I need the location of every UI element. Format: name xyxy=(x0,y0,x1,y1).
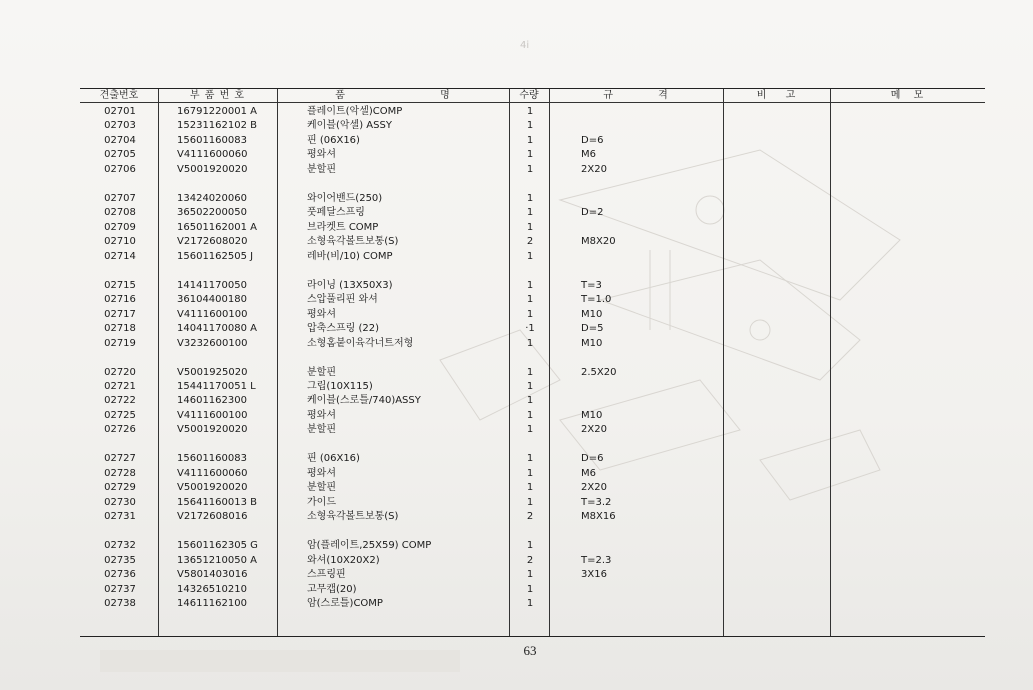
cell-part-name: 분할핀 xyxy=(307,424,336,436)
cell-qty: 1 xyxy=(526,569,534,581)
cell-qty: 1 xyxy=(526,106,534,117)
cell-part-name: 풋페달스프링 xyxy=(307,207,365,219)
cell-spec: M6 xyxy=(581,467,596,479)
cell-ref-no: 02704 xyxy=(104,134,136,146)
cell-qty: 1 xyxy=(526,366,534,378)
cell-part-no: V4111600060 xyxy=(177,467,248,479)
cell-part-name: 분할핀 xyxy=(307,163,336,175)
cell-part-name: 브라켓트 COMP xyxy=(307,221,379,233)
cell-spec: T=3 xyxy=(581,279,602,291)
cell-qty: 1 xyxy=(526,381,534,392)
cell-ref-no: 02708 xyxy=(104,207,136,219)
cell-ref-no: 02721 xyxy=(104,381,136,392)
cell-ref-no: 02730 xyxy=(104,496,136,508)
cell-ref-no: 02735 xyxy=(104,554,136,566)
cell-part-name: 소형홈붙이육각너트저형 xyxy=(307,337,414,349)
cell-part-no: V5001920020 xyxy=(177,163,248,175)
cell-part-no: V5801403016 xyxy=(177,569,248,581)
cell-part-no: 14141170050 xyxy=(177,279,247,291)
cell-qty: 1 xyxy=(526,149,534,161)
cell-ref-no: 02703 xyxy=(104,120,136,132)
cell-part-name: 분할핀 xyxy=(307,366,336,378)
cell-spec: T=3.2 xyxy=(581,496,612,508)
cell-part-name: 소형육각볼트보통(S) xyxy=(307,236,399,248)
cell-qty: 1 xyxy=(526,496,534,508)
cell-ref-no: 02732 xyxy=(104,540,136,552)
cell-qty: 1 xyxy=(526,540,534,552)
cell-part-name: 스압풀리핀 와셔 xyxy=(307,294,378,306)
cell-part-no: V4111600060 xyxy=(177,149,248,161)
cell-qty: 1 xyxy=(526,467,534,479)
cell-spec: M10 xyxy=(581,409,603,421)
cell-part-name: 핀 (06X16) xyxy=(307,453,360,465)
cell-part-no: 15641160013 B xyxy=(177,496,258,508)
cell-qty: 1 xyxy=(526,134,534,146)
cell-ref-no: 02738 xyxy=(104,598,136,609)
header-part-name: 품 명 xyxy=(335,90,451,101)
cell-part-no: V3232600100 xyxy=(177,337,248,349)
cell-spec: T=2.3 xyxy=(581,554,612,566)
cell-ref-no: 02719 xyxy=(104,337,136,349)
cell-part-name: 와이어밴드(250) xyxy=(307,192,383,204)
cell-part-no: 16501162001 A xyxy=(177,221,258,233)
cell-ref-no: 02720 xyxy=(104,366,136,378)
cell-ref-no: 02718 xyxy=(104,323,136,334)
cell-qty: 1 xyxy=(526,120,534,132)
cell-part-no: 16791220001 A xyxy=(177,106,258,117)
cell-spec: T=1.0 xyxy=(581,294,612,306)
cell-part-name: 가이드 xyxy=(307,496,336,508)
cell-ref-no: 02707 xyxy=(104,192,136,204)
faint-page-mark: 4i xyxy=(520,40,530,51)
cell-ref-no: 02706 xyxy=(104,163,136,175)
cell-part-no: 36502200050 xyxy=(177,207,247,219)
cell-qty: 2 xyxy=(526,554,534,566)
cell-part-name: 핀 (06X16) xyxy=(307,134,360,146)
cell-part-no: V5001925020 xyxy=(177,366,248,378)
cell-part-name: 케이블(악셀) ASSY xyxy=(307,120,392,132)
cell-part-no: 14611162100 xyxy=(177,598,247,609)
cell-ref-no: 02728 xyxy=(104,467,136,479)
cell-qty: 2 xyxy=(526,511,534,523)
cell-spec: M8X16 xyxy=(581,511,616,523)
cell-qty: 1 xyxy=(526,308,534,320)
cell-spec: D=2 xyxy=(581,207,604,219)
header-spec: 규 격 xyxy=(603,90,669,101)
cell-qty: 1 xyxy=(526,207,534,219)
cell-part-name: 케이블(스로틀/740)ASSY xyxy=(307,395,421,407)
cell-part-no: 15441170051 L xyxy=(177,381,256,392)
cell-part-no: 15601160083 xyxy=(177,134,247,146)
cell-part-name: 평와셔 xyxy=(307,149,336,161)
cell-ref-no: 02717 xyxy=(104,308,136,320)
cell-part-name: 평와셔 xyxy=(307,467,336,479)
cell-part-no: 15601160083 xyxy=(177,453,247,465)
cell-ref-no: 02727 xyxy=(104,453,136,465)
cell-spec: 2X20 xyxy=(581,163,607,175)
cell-part-name: 암(스로틀)COMP xyxy=(307,598,383,609)
cell-spec: M10 xyxy=(581,337,603,349)
cell-part-no: 15601162305 G xyxy=(177,540,258,552)
cell-part-name: 와셔(10X20X2) xyxy=(307,554,380,566)
cell-part-no: 14601162300 xyxy=(177,395,247,407)
cell-part-name: 스프링핀 xyxy=(307,569,346,581)
cell-spec: 3X16 xyxy=(581,569,607,581)
cell-qty: 1 xyxy=(526,453,534,465)
cell-part-no: 13651210050 A xyxy=(177,554,258,566)
cell-qty: 1 xyxy=(526,409,534,421)
cell-qty: 1 xyxy=(526,279,534,291)
cell-qty: 1 xyxy=(526,424,534,436)
cell-spec: 2.5X20 xyxy=(581,366,617,378)
cell-spec: D=6 xyxy=(581,453,604,465)
cell-part-no: V5001920020 xyxy=(177,424,248,436)
cell-part-name: 그립(10X115) xyxy=(307,381,373,392)
cell-part-no: 14041170080 A xyxy=(177,323,258,334)
cell-ref-no: 02714 xyxy=(104,250,136,262)
cell-part-name: 라이닝 (13X50X3) xyxy=(307,279,393,291)
parts-table xyxy=(80,88,985,637)
cell-qty: 1 xyxy=(526,583,534,595)
cell-ref-no: 02736 xyxy=(104,569,136,581)
cell-ref-no: 02715 xyxy=(104,279,136,291)
header-ref-no: 견출번호 xyxy=(99,90,139,101)
cell-qty: 1 xyxy=(526,395,534,407)
cell-ref-no: 02705 xyxy=(104,149,136,161)
cell-part-no: 13424020060 xyxy=(177,192,247,204)
header-part-no: 부 품 번 호 xyxy=(189,90,246,101)
cell-ref-no: 02729 xyxy=(104,482,136,494)
cell-spec: D=6 xyxy=(581,134,604,146)
cell-part-no: 15601162505 J xyxy=(177,250,254,262)
cell-ref-no: 02731 xyxy=(104,511,136,523)
cell-part-no: V2172608016 xyxy=(177,511,248,523)
cell-qty: 1 xyxy=(526,221,534,233)
cell-part-name: 플레이트(악셀)COMP xyxy=(307,106,403,117)
cell-part-no: V5001920020 xyxy=(177,482,248,494)
cell-part-name: 레바(비/10) COMP xyxy=(307,250,393,262)
cell-ref-no: 02710 xyxy=(104,236,136,248)
cell-ref-no: 02737 xyxy=(104,583,136,595)
cell-spec: 2X20 xyxy=(581,424,607,436)
cell-part-name: 압축스프링 (22) xyxy=(307,323,380,334)
cell-qty: 1 xyxy=(526,192,534,204)
cell-qty: 1 xyxy=(526,163,534,175)
cell-part-name: 소형육각볼트보통(S) xyxy=(307,511,399,523)
cell-ref-no: 02722 xyxy=(104,395,136,407)
cell-part-name: 평와셔 xyxy=(307,409,336,421)
cell-ref-no: 02709 xyxy=(104,221,136,233)
cell-part-no: V4111600100 xyxy=(177,308,248,320)
cell-part-name: 암(플레이트,25X59) COMP xyxy=(307,540,432,552)
cell-spec: D=5 xyxy=(581,323,604,334)
cell-qty: 1 xyxy=(526,598,534,609)
cell-spec: M10 xyxy=(581,308,603,320)
cell-qty: 1 xyxy=(526,250,534,262)
cell-ref-no: 02716 xyxy=(104,294,136,306)
cell-qty: 1 xyxy=(526,337,534,349)
cell-qty: 1 xyxy=(526,482,534,494)
cell-part-no: 36104400180 xyxy=(177,294,247,306)
page-number: 63 xyxy=(523,643,537,658)
cell-ref-no: 02726 xyxy=(104,424,136,436)
cell-qty: 1 xyxy=(526,294,534,306)
cell-ref-no: 02725 xyxy=(104,409,136,421)
cell-ref-no: 02701 xyxy=(104,106,136,117)
cell-part-no: V4111600100 xyxy=(177,409,248,421)
cell-part-name: 고무캡(20) xyxy=(307,583,357,595)
header-remarks: 비 고 xyxy=(756,90,797,101)
header-qty: 수량 xyxy=(519,90,539,101)
cell-qty: ·1 xyxy=(525,323,535,334)
cell-part-no: V2172608020 xyxy=(177,236,248,248)
cell-spec: M6 xyxy=(581,149,596,161)
cell-part-name: 평와셔 xyxy=(307,308,336,320)
cell-spec: M8X20 xyxy=(581,236,616,248)
cell-part-name: 분할핀 xyxy=(307,482,336,494)
cell-qty: 2 xyxy=(526,236,534,248)
cell-part-no: 14326510210 xyxy=(177,583,247,595)
cell-part-no: 15231162102 B xyxy=(177,120,258,132)
header-memo: 메 모 xyxy=(890,90,925,101)
cell-spec: 2X20 xyxy=(581,482,607,494)
